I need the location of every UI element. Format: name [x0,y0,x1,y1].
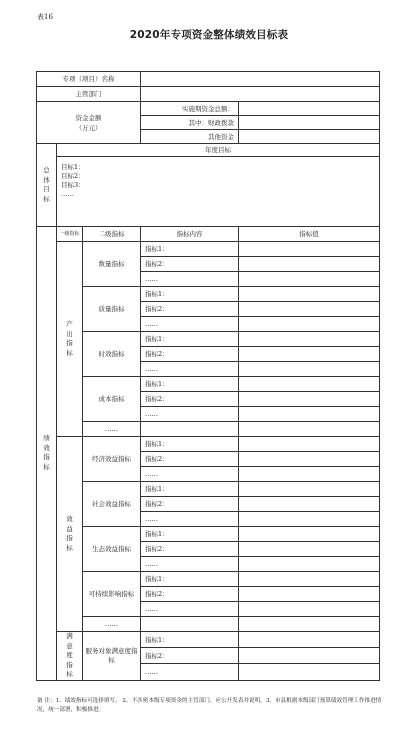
indicator-value-cell [239,512,380,527]
indicator-value-cell [239,467,380,482]
perf-indicator-label: 绩 效 指 标 [37,227,57,681]
indicator-value-cell [239,332,380,347]
indicator-content-cell: …… [141,602,239,617]
level2-indicator: 数量指标 [83,242,141,287]
annual-goals-header: 年度目标 [57,144,380,157]
fiscal-funds-value [239,116,380,130]
indicator-value-cell [239,317,380,332]
indicator-content-cell: …… [141,512,239,527]
indicator-content-cell: 指标2： [141,497,239,512]
indicator-content-cell: 指标2： [141,648,239,664]
indicator-content-cell: …… [141,362,239,377]
indicator-value-cell [239,422,380,437]
fiscal-funds-label: 其中：财政拨款 [141,116,239,130]
level1-indicator: 产 出 指 标 [57,242,83,437]
indicator-value-cell [239,452,380,467]
level1-header: 一级指标 [57,227,83,242]
indicator-content-cell [141,422,239,437]
performance-target-table [36,71,380,681]
indicator-content-cell: …… [141,664,239,680]
indicator-value-cell [239,617,380,632]
level2-header: 二级指标 [83,227,141,242]
indicator-value-cell [239,362,380,377]
indicator-value-cell [239,302,380,317]
indicator-content-cell: 指标1： [141,527,239,542]
indicator-content-cell: 指标1： [141,377,239,392]
level2-indicator: 生态效益指标 [83,527,141,572]
indicator-value-cell [239,648,380,664]
indicator-content-cell: 指标1： [141,572,239,587]
project-name-label: 专项（项目）名称 [37,72,141,87]
indicator-content-cell: 指标2： [141,542,239,557]
indicator-content-cell: 指标2： [141,452,239,467]
project-name-value [141,72,380,87]
other-funds-label: 其他资金 [141,130,239,144]
level2-indicator: 经济效益指标 [83,437,141,482]
indicator-value-cell [239,664,380,680]
department-label: 主管部门 [37,87,141,102]
indicator-value-cell [239,407,380,422]
indicator-value-cell [239,377,380,392]
indicator-content-cell: …… [141,272,239,287]
department-value [141,87,380,102]
indicator-content-cell: …… [141,557,239,572]
indicator-value-cell [239,542,380,557]
indicator-value-cell [239,257,380,272]
indicator-content-cell: 指标2： [141,257,239,272]
indicator-content-cell: 指标1： [141,332,239,347]
goal-target-line: 目标3： [61,181,85,189]
indicator-content-cell: 指标2： [141,302,239,317]
indicator-value-cell [239,392,380,407]
indicator-content-cell: 指标1： [141,287,239,302]
indicator-value-cell [239,632,380,648]
level2-indicator: …… [83,617,141,632]
overall-goal-label: 总 体 目 标 [37,144,57,227]
indicator-value-cell [239,497,380,512]
indicator-content-cell: 指标2： [141,347,239,362]
annual-goals-body [57,157,380,227]
total-funds-value [239,102,380,116]
indicator-content-cell: …… [141,467,239,482]
indicator-value-cell [239,242,380,257]
indicator-content-cell: 指标1： [141,482,239,497]
indicator-content-cell: 指标1： [141,242,239,257]
goal-target-line: 目标2： [61,172,85,180]
indicator-content-cell [141,617,239,632]
level2-indicator: 可持续影响指标 [83,572,141,617]
indicator-content-header: 指标内容 [141,227,239,242]
footnote: 备 注：1、绩效指标可选择填写。 2、不涉密本级专项资金的主管部门，应公开发表并说明。3、市县根据本级部门预算绩效管理工作推进情况，统一部署，积极推进。 [37,698,382,713]
indicator-value-cell [239,527,380,542]
page-title: 2020年专项资金整体绩效目标表 [129,29,289,41]
indicator-value-cell [239,272,380,287]
indicator-value-cell [239,482,380,497]
funds-label: 资金金额 （万元） [37,102,141,144]
indicator-value-header: 指标值 [239,227,380,242]
other-funds-value [239,130,380,144]
indicator-value-cell [239,347,380,362]
level2-indicator: 成本指标 [83,377,141,422]
indicator-content-cell: 指标2： [141,392,239,407]
indicator-value-cell [239,602,380,617]
level1-indicator: 满 意 度 指 标 [57,632,83,681]
goal-target-line: 目标1： [61,163,85,171]
level2-indicator: …… [83,422,141,437]
indicator-value-cell [239,287,380,302]
level1-indicator: 效 益 指 标 [57,437,83,632]
level2-indicator: 时效指标 [83,332,141,377]
goal-target-line: …… [61,190,74,198]
total-funds-label: 实施期资金总额： [141,102,239,116]
indicator-content-cell: …… [141,407,239,422]
indicator-content-cell: 指标2： [141,587,239,602]
indicator-content-cell: 指标1： [141,632,239,648]
table-number: 表16 [37,13,53,21]
indicator-value-cell [239,437,380,452]
indicator-value-cell [239,572,380,587]
indicator-value-cell [239,587,380,602]
indicator-content-cell: …… [141,317,239,332]
level2-indicator: 质量指标 [83,287,141,332]
indicator-content-cell: 指标1： [141,437,239,452]
indicator-value-cell [239,557,380,572]
level2-indicator: 服务对象满意度指标 [83,632,141,681]
level2-indicator: 社会效益指标 [83,482,141,527]
